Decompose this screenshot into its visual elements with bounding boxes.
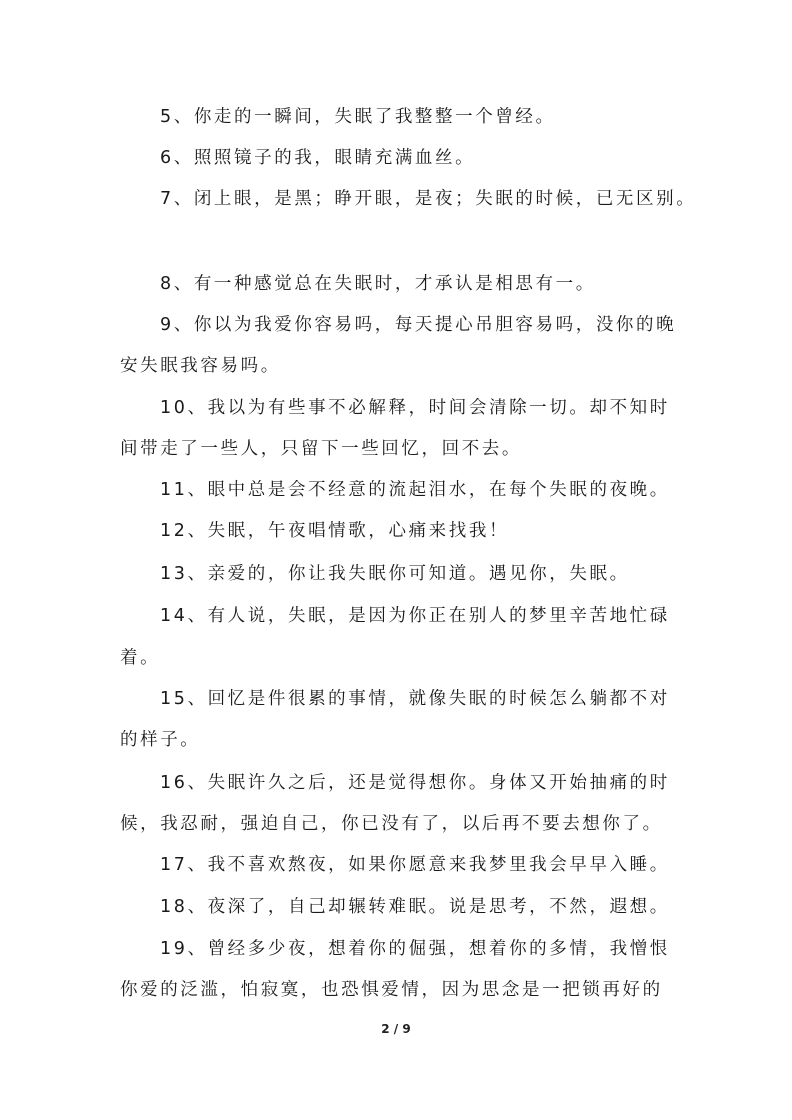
text-line: 着。	[120, 648, 161, 668]
text-line: 间带走了一些人，只留下一些回忆，回不去。	[120, 439, 522, 459]
text-line: 7、闭上眼，是黑；睁开眼，是夜；失眠的时候，已无区别。	[160, 189, 697, 209]
text-line: 安失眠我容易吗。	[120, 356, 281, 376]
text-line: 11、眼中总是会不经意的流起泪水，在每个失眠的夜晚。	[160, 480, 670, 500]
text-line: 9、你以为我爱你容易吗，每天提心吊胆容易吗，没你的晚	[160, 315, 677, 335]
text-line: 你爱的泛滥，怕寂寞，也恐惧爱情，因为思念是一把锁再好的	[120, 980, 663, 1000]
text-line: 16、失眠许久之后，还是觉得想你。身体又开始抽痛的时	[160, 773, 670, 793]
text-line: 8、有一种感觉总在失眠时，才承认是相思有一。	[160, 274, 596, 294]
text-line: 14、有人说，失眠，是因为你正在别人的梦里辛苦地忙碌	[160, 606, 670, 626]
text-line: 15、回忆是件很累的事情，就像失眠的时候怎么躺都不对	[160, 689, 670, 709]
text-line: 6、照照镜子的我，眼睛充满血丝。	[160, 148, 476, 168]
text-line: 13、亲爱的，你让我失眠你可知道。遇见你，失眠。	[160, 564, 630, 584]
text-line: 19、曾经多少夜，想着你的倔强，想着你的多情，我憎恨	[160, 939, 670, 959]
text-line: 12、失眠，午夜唱情歌，心痛来找我！	[160, 521, 510, 541]
text-line: 10、我以为有些事不必解释，时间会清除一切。却不知时	[160, 398, 670, 418]
text-line: 候，我忍耐，强迫自己，你已没有了，以后再不要去想你了。	[120, 814, 663, 834]
text-line: 17、我不喜欢熬夜，如果你愿意来我梦里我会早早入睡。	[160, 855, 670, 875]
text-line: 18、夜深了，自己却辗转难眠。说是思考，不然，遐想。	[160, 897, 670, 917]
text-line: 5、你走的一瞬间，失眠了我整整一个曾经。	[160, 107, 556, 127]
page-number: 2 / 9	[381, 1022, 411, 1036]
text-line: 的样子。	[120, 730, 201, 750]
